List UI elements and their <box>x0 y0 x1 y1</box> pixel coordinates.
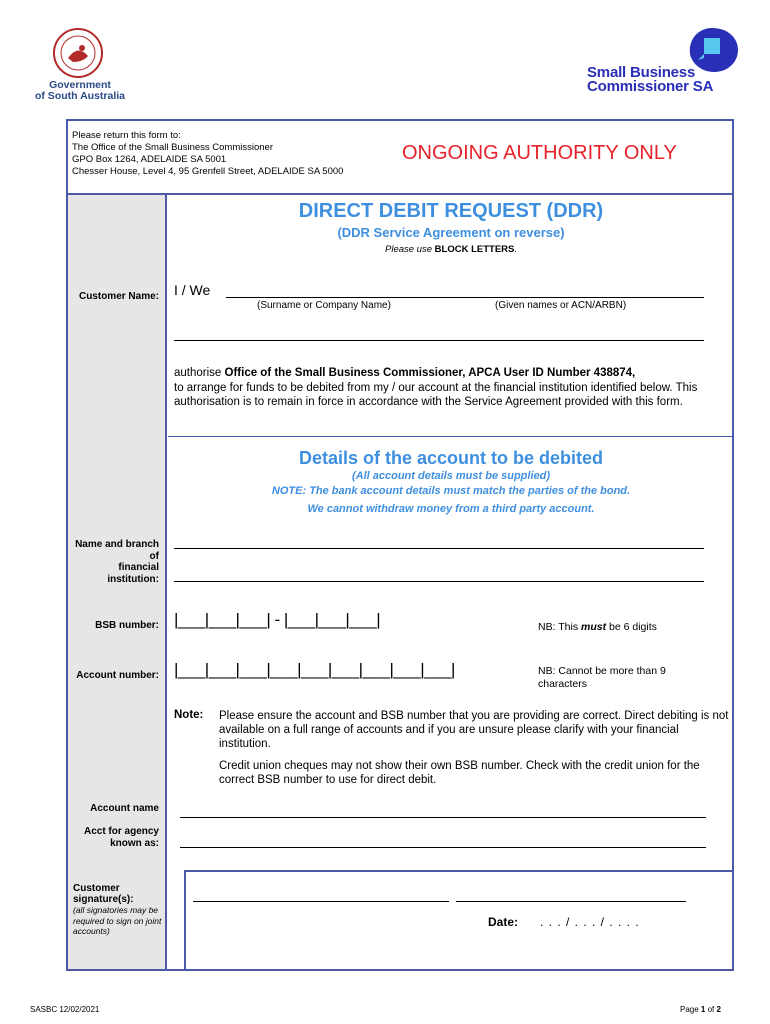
block-letters-instruction <box>168 244 734 255</box>
gov-sa-logo <box>28 26 138 87</box>
signature-hint: (all signatories may be required to sign on joint accounts) <box>73 905 162 936</box>
details-note-2: NOTE: The bank account details must match the parties of the bond. <box>271 485 631 497</box>
account-number-input[interactable]: |___|___|___|___|___|___|___|___|___| <box>174 660 455 679</box>
surname-hint: (Surname or Company Name) <box>257 300 391 311</box>
return-line3: GPO Box 1264, ADELAIDE SA 5001 <box>72 154 227 165</box>
bsb-input[interactable]: |___|___|___| - |___|___|___| <box>174 610 381 629</box>
sbc-logo-text <box>587 66 713 94</box>
divider <box>168 436 734 437</box>
details-note-3: We cannot withdraw money from a third party account. <box>307 503 595 515</box>
page-prefix: Page <box>680 1005 701 1014</box>
details-title: Details of the account to be debited <box>298 448 604 468</box>
account-number-label: Account number: <box>76 670 159 681</box>
return-line4: Chesser House, Level 4, 95 Grenfell Street, ADELAIDE SA 5000 <box>72 166 344 177</box>
branch-label <box>67 539 159 585</box>
date-label: Date: <box>488 915 519 929</box>
given-names-hint: (Given names or ACN/ARBN) <box>495 300 627 311</box>
gov-logo-line2: of South Australia <box>34 90 126 102</box>
bsb-nb-suffix: be 6 digits <box>606 621 657 633</box>
branch-field-2[interactable] <box>174 581 704 582</box>
iwe-label: I / We <box>174 282 211 298</box>
bsb-nb-prefix: NB: This <box>538 621 581 633</box>
signature-label <box>73 883 163 937</box>
page-current: 1 <box>700 1005 706 1014</box>
bsb-nb-must: must <box>580 621 607 633</box>
letters-bold: BLOCK LETTERS <box>434 244 515 255</box>
note-label: Note: <box>174 709 204 721</box>
return-line1: Please return this form to: <box>72 130 181 141</box>
agency-field[interactable] <box>180 847 706 848</box>
account-nb: NB: Cannot be more than 9 characters <box>538 665 666 690</box>
signature-label-1: Customer <box>73 883 120 894</box>
agency-label-1: Acct for agency <box>83 826 159 837</box>
auth-bold: Office of the Small Business Commissioner, APCA User ID Number 438874, <box>224 367 636 379</box>
authorisation-text <box>174 366 719 410</box>
bsb-nb <box>538 621 657 634</box>
sa-crest-icon <box>28 26 138 82</box>
surname-field[interactable] <box>226 297 704 298</box>
note-text-2: Credit union cheques may not show their own BSB number. Check with the credit union for the correct BSB number to use for direct debit. <box>219 760 700 786</box>
agency-label-2: known as: <box>110 837 159 849</box>
details-note-1: (All account details must be supplied) <box>351 470 551 482</box>
gov-logo-text <box>28 80 132 102</box>
return-line2: The Office of the Small Business Commissioner <box>72 142 273 153</box>
form-title: DIRECT DEBIT REQUEST (DDR) <box>298 200 604 222</box>
date-field[interactable]: . . . / . . . / . . . . <box>540 915 640 929</box>
letters-suffix: . <box>514 244 517 255</box>
ongoing-authority-heading: ONGOING AUTHORITY ONLY <box>402 142 677 164</box>
auth-rest: to arrange for funds to be debited from my / our account at the financial institution identified below. This authorisation is to remain in force in accordance with the Service Agreement provided with this form. <box>174 381 698 408</box>
signature-box <box>184 870 732 969</box>
customer-name-label: Customer Name: <box>78 291 159 302</box>
form-code: SASBC 12/02/2021 <box>30 1005 100 1014</box>
page-number <box>680 1005 721 1014</box>
branch-label-4: institution: <box>107 573 159 585</box>
form-subtitle: (DDR Service Agreement on reverse) <box>337 225 565 240</box>
letters-prefix: Please use <box>385 244 435 255</box>
note-text-1: Please ensure the account and BSB number that you are providing are correct. Direct debiting is not available on a full range of accounts and if you are unsure please clarify with your financial institution. <box>219 710 729 750</box>
page-mid: of <box>705 1005 717 1014</box>
signature-field-2[interactable] <box>456 901 686 902</box>
branch-label-1: Name and branch <box>75 539 159 550</box>
sbc-logo-line2: Commissioner SA <box>587 78 714 95</box>
branch-field-1[interactable] <box>174 548 704 549</box>
account-name-field[interactable] <box>180 817 706 818</box>
auth-prefix: authorise <box>174 367 225 379</box>
page-total: 2 <box>716 1005 721 1014</box>
return-address <box>72 130 343 178</box>
signature-field-1[interactable] <box>193 901 449 902</box>
branch-label-2: of <box>149 550 159 562</box>
account-name-label: Account name <box>90 803 159 814</box>
sbc-logo-line1: Small Business <box>587 64 696 81</box>
signature-label-2: signature(s): <box>73 894 134 905</box>
branch-label-3: financial <box>118 562 159 573</box>
gov-logo-line1: Government <box>49 79 111 91</box>
name-line-2-field[interactable] <box>174 340 704 341</box>
bsb-label: BSB number: <box>95 620 159 631</box>
agency-label <box>67 826 159 849</box>
